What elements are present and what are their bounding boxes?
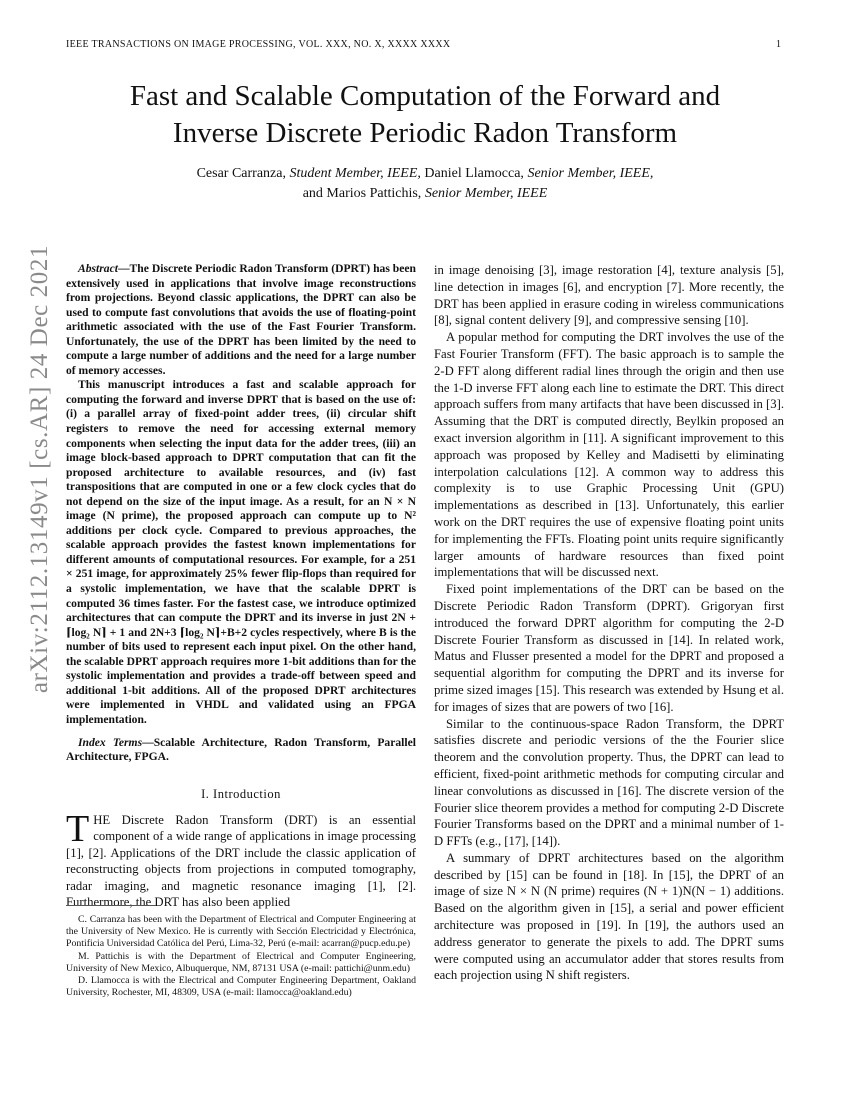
right-p2: A popular method for computing the DRT involves the use of the Fast Fourier Transform (FFT). The basic approach is to sample the 2-D FFT along different radial lines through the origin and then use the 1-D inverse FFT along each line to estimate the DRT. This direct approach suffers from many artifacts that have been discussed in [3]. Assuming that the DRT is computed directly, Beylkin proposed an exact inversion algorithm in [11]. A significant improvement to this approach was proposed by Kelley and Madisetti by eliminating interpolation calculations [12]. A common way to address this complexity is to use Graphic Processing Unit (GPU) implementations as described in [13]. Unfortunately, this earlier work on the DRT requires the use of expensive floating point units for implementing the FFTs. Floating point units require significantly larger amounts of hardware resources than fixed point implementations that will be discussed next.: [434, 330, 784, 580]
right-p4: Similar to the continuous-space Radon Transform, the DPRT satisfies discrete and periodic versions of the the Fourier slice theorem and the convolution property. Thus, the DPRT can lead to efficient, fixed-point arithmetic methods for computing circular and linear convolutions as discussed in [16]. The discrete version of the Fourier slice theorem provides a method for computing 2-D Discrete Fourier Transforms based on the DPRT and a minimal number of 1-D FFTs (e.g., [17], [14]).: [434, 716, 784, 849]
index-terms: —Scalable Architecture, Radon Transform, Parallel Architecture, FPGA.: [66, 735, 416, 764]
index-terms-label: Index Terms: [78, 735, 143, 749]
abstract-p2: This manuscript introduces a fast and scalable approach for computing the forward and inverse DPRT that is based on the use of: (i) a parallel array of fixed-point adder trees, (ii) circular shift registers to remove the need for accessing external memory components when selecting the input data for the adder trees, (iii) an image block-based approach to DPRT computation that can fit the proposed architecture to available resources, and (iv) fast transpositions that are computed in one or a few clock cycles that do not depend on the size of the input image. As a result, for an N × N image (N prime), the proposed approach can compute up to N² additions per clock cycle. Compared to previous approaches, the scalable approach provides the fastest known implementations for different amounts of computational resources. For example, for a 251 × 251 image, for approximately 25% fewer flip-flops than required for a systolic implementation, we have that the scalable DPRT is computed 36 times faster. For the fastest case, we introduce optimized architectures that can compute the DPRT and its inverse in just 2N + ⌈log₂ N⌉ + 1 and 2N+3 ⌈log₂ N⌉+B+2 cycles respectively, where B is the number of bits used to represent each input pixel. On the other hand, the scalable DPRT approach requires more 1-bit additions than for the systolic implementation and provides a trade-off between speed and additional 1-bit additions. All of the proposed DPRT architectures were implemented in VHDL and validated using an FPGA implementation.: [66, 378, 416, 726]
dropcap: T: [66, 807, 90, 850]
footnote-rule: [66, 905, 156, 906]
footnote-1: C. Carranza has been with the Department of Electrical and Computer Engineering at the University of New Mexico. He is currently with Sección Electricidad y Electrónica, Pontificia Universidad Católica del Perú, Lima-32, Perú (e-mail: acarran@pucp.edu.pe): [66, 914, 416, 950]
abstract-p1: —The Discrete Periodic Radon Transform (DPRT) has been extensively used in applications that involve image reconstructions from projections. Beyond classic applications, the DPRT can also be used to compute fast convolutions that avoids the use of floating-point arithmetic associated with the use of the Fast Fourier Transform. Unfortunately, the use of the DPRT has been limited by the need to compute a large number of additions and the need for a large number of memory accesses.: [66, 262, 416, 377]
intro-paragraph: [66, 807, 416, 911]
left-column: [66, 262, 416, 911]
abstract: [66, 262, 416, 765]
author-1-role: Student Member, IEEE,: [289, 166, 421, 181]
right-p5: A summary of DPRT architectures based on the algorithm described by [15] can be found in [18]. In [15], the DPRT of an image of size N × N (N prime) requires (N + 1)N(N − 1) additions. Based on the algorithm given in [15], a serial and power efficient architecture was proposed in [19]. In [19], the authors used an address generator to generate the pixels to add. The DPRT sums were computed using an accumulator adder that stores results from each projection using N shift registers.: [434, 850, 784, 983]
title-line-1: Fast and Scalable Computation of the Forward and: [129, 80, 721, 112]
footnote-2: M. Pattichis is with the Department of Electrical and Computer Engineering, University of New Mexico, Albuquerque, NM, 87131 USA (e-mail: pattichi@unm.edu): [66, 950, 416, 974]
arxiv-stamp: arXiv:2112.13149v1 [cs.AR] 24 Dec 2021: [26, 244, 53, 694]
paper-title: [40, 78, 810, 152]
section-heading: I. Introduction: [201, 786, 281, 801]
running-header: IEEE TRANSACTIONS ON IMAGE PROCESSING, VOL. XXX, NO. X, XXXX XXXX: [66, 39, 451, 50]
page-number: 1: [776, 39, 781, 50]
author-2-role: Senior Member, IEEE,: [527, 166, 654, 181]
right-p3: Fixed point implementations of the DRT can be based on the Discrete Periodic Radon Transform (DPRT). Grigoryan first introduced the forward DPRT algorithm for computing the 2-D Discrete Fourier Transform as discussed in [14]. In related work, Matus and Flusser presented a model for the DPRT and proposed a sequential algorithm for computing the DPRT and its inverse for prime sized images [15]. This research was extended by Hsung et al. for images of sizes that are powers of two [16].: [434, 582, 784, 714]
author-3-role: Senior Member, IEEE: [424, 186, 548, 201]
author-1: Cesar Carranza,: [196, 166, 286, 181]
footnotes: [66, 914, 416, 999]
footnote-3: D. Llamocca is with the Electrical and Computer Engineering Department, Oakland University, Rochester, MI, 48309, USA (e-mail: llamocca@oakland.edu): [66, 975, 416, 999]
author-2: Daniel Llamocca,: [424, 166, 524, 181]
right-p1: in image denoising [3], image restoration [4], texture analysis [5], line detection in images [6], and encryption [7]. More recently, the DRT has been applied in erasure coding in wireless communications [8], signal content delivery [9], and compressive sensing [10].: [434, 263, 784, 328]
abstract-label: Abstract: [78, 262, 118, 275]
intro-p1: HE Discrete Radon Transform (DRT) is an essential component of a wide range of applications in image processing [1], [2]. Applications of the DRT include the classic application of reconstructing objects from projections in computed tomography, radar imaging, and magnetic resonance imaging [1], [2]. Furthermore, the DRT has also been applied: [66, 812, 416, 910]
author-list: [90, 164, 760, 204]
right-column: [434, 262, 784, 984]
author-3: and Marios Pattichis,: [302, 186, 422, 201]
title-line-2: Inverse Discrete Periodic Radon Transform: [172, 117, 678, 149]
